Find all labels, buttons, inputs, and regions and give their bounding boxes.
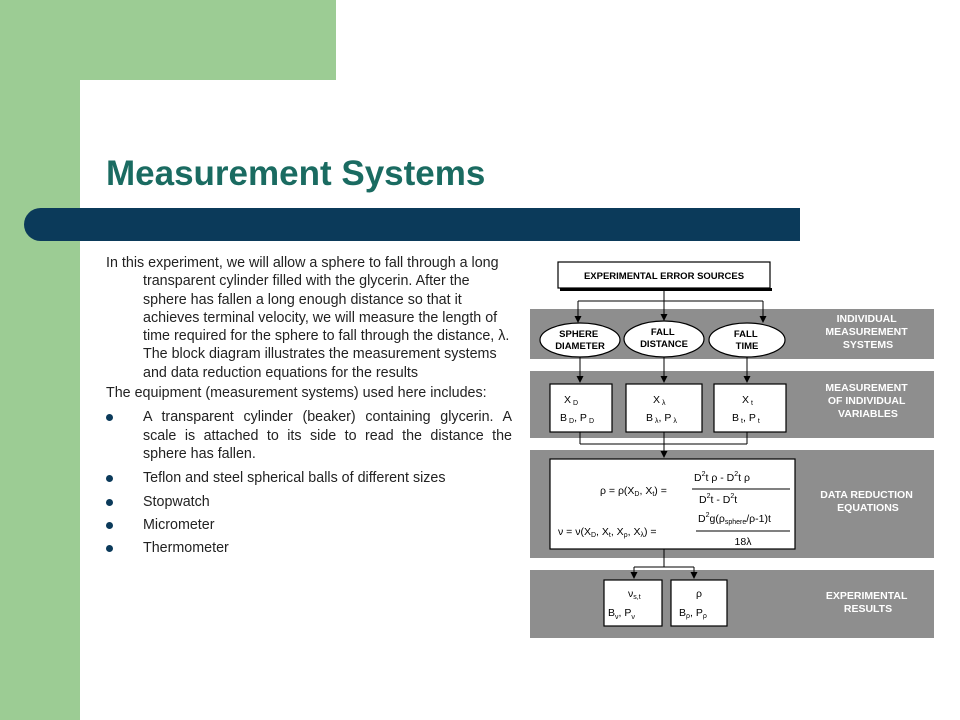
list-item: Thermometer <box>106 539 512 557</box>
var3-bp: Bt, P t <box>732 412 760 425</box>
ellipse1-label: SPHERE DIAMETER <box>555 329 605 352</box>
bullet-icon <box>106 499 113 506</box>
intro-paragraph: In this experiment, we will allow a sphere to fall through a long transparent cylinder filled with the glycerin. After the sphere has fallen a long enough distance so that it achieves terminal velocity, we will measure the length of time required for the sphere to fall through the distance, λ. The block diagram illustrates the measurement systems and data reduction equations for the results <box>106 255 510 381</box>
green-sidebar-band <box>0 0 80 720</box>
green-top-band <box>0 0 336 80</box>
band3-label: DATA REDUCTION EQUATIONS <box>820 489 913 514</box>
svg-text:D2t - D2t: $D^2t - D^2t$ <box>699 493 738 506</box>
var-box-diameter <box>550 384 612 432</box>
result-box-density <box>671 580 727 626</box>
error-sources-label: EXPERIMENTAL ERROR SOURCES <box>583 271 745 282</box>
equipment-intro: The equipment (measurement systems) used here includes: <box>106 385 487 402</box>
bullet-icon <box>106 545 113 552</box>
var1-symbol: X D <box>564 394 579 407</box>
equipment-list <box>106 408 512 557</box>
var2-symbol: Xλ <box>653 394 666 407</box>
bullet-icon <box>106 414 113 421</box>
result-rho-symbol: ρ <box>696 588 702 600</box>
list-item: A transparent cylinder (beaker) containing glycerin. A scale is attached to its side to read the distance the sphere has fallen. <box>106 408 512 463</box>
svg-text:D2t ρ - D2t ρ: $D^2t$ ρ - $D^2t$ ρ <box>694 471 750 484</box>
var-box-distance <box>626 384 702 432</box>
band2-label: MEASUREMENT OF INDIVIDUAL VARIABLES <box>825 382 908 420</box>
band4-label: EXPERIMENTAL RESULTS <box>825 590 908 615</box>
list-item: Stopwatch <box>106 493 512 511</box>
equation-density: ρ = ρ(XD, Xt) = <box>600 485 667 498</box>
svg-text:D2g(ρsphere/ρ-1)t: $D^2g(\rho sphere/\rho-1)t$ <box>698 512 771 526</box>
result-rho-bp: Bρ, Pρ <box>679 607 707 620</box>
body-text <box>106 254 512 562</box>
title-underline-bar <box>24 208 800 241</box>
list-item: Micrometer <box>106 516 512 534</box>
bullet-icon <box>106 475 113 482</box>
slide-title: Measurement Systems <box>106 154 486 193</box>
result-nu-symbol: νs,t <box>628 588 641 601</box>
block-diagram <box>528 254 938 644</box>
svg-text:18λ: 18λ <box>734 536 752 548</box>
result-nu-bp: $B_\nu$, $P_\nu$ <box>608 607 635 621</box>
var1-bp: B D, P D <box>560 412 594 425</box>
band1-label: INDIVIDUAL MEASUREMENT SYSTEMS <box>825 313 908 351</box>
equation-viscosity: ν = ν(XD, Xt, Xρ, Xλ) = <box>558 526 657 539</box>
var-box-time <box>714 384 786 432</box>
bullet-icon <box>106 522 113 529</box>
list-item: Teflon and steel spherical balls of different sizes <box>106 469 512 487</box>
var2-bp: Bλ, P λ <box>646 412 677 425</box>
ellipse3-label: FALL TIME <box>733 329 759 352</box>
ellipse2-label: FALL DISTANCE <box>640 327 688 350</box>
var3-symbol: Xt <box>742 394 753 407</box>
